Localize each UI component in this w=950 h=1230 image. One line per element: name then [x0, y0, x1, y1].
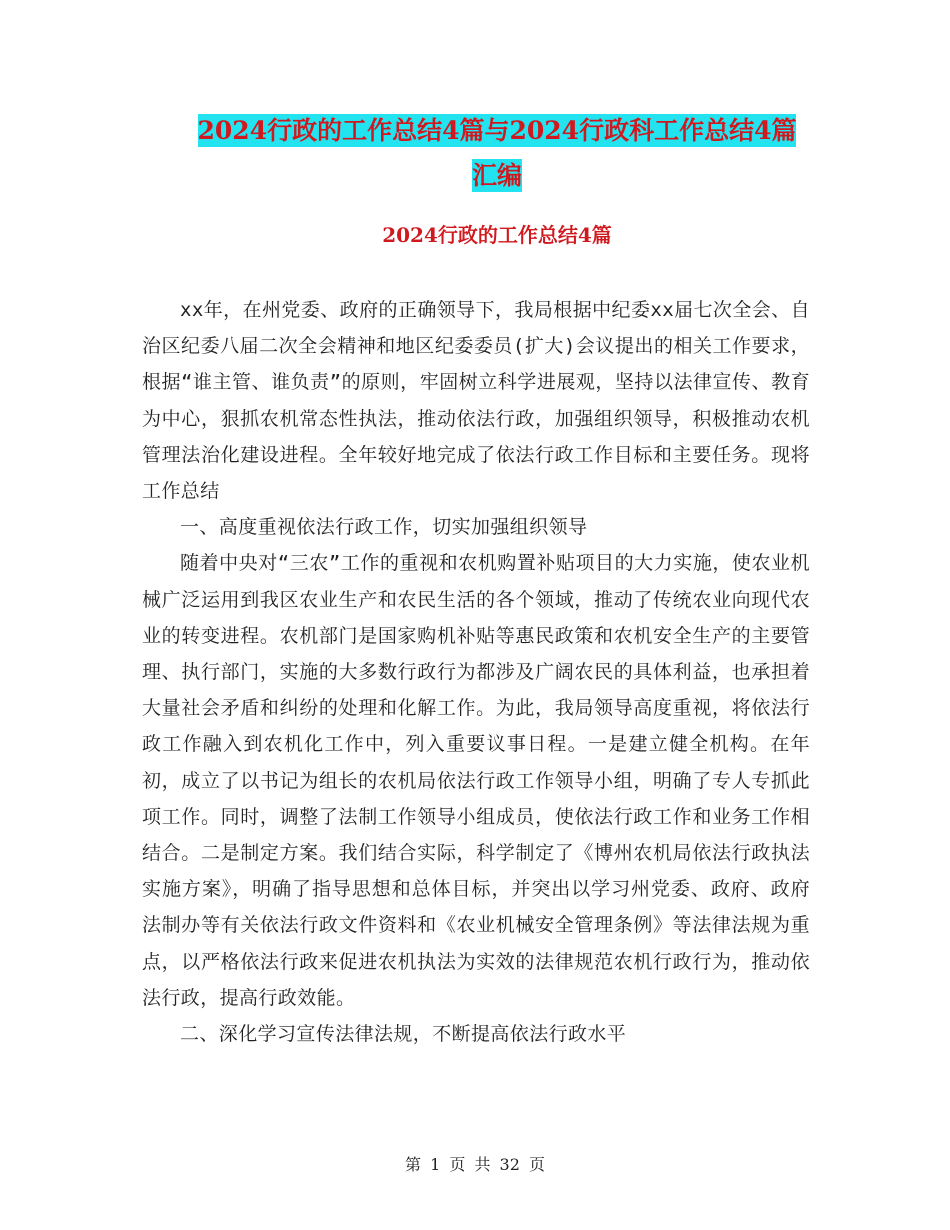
document-title-line2: 汇编 [471, 161, 522, 190]
paragraph-intro: xx年，在州党委、政府的正确领导下，我局根据中纪委xx届七次全会、自治区纪委八届二次全会精神和地区纪委委员(扩大)会议提出的相关工作要求，根据“谁主管、谁负责”的原则，牢固树立科学进展观，坚持以法律宣传、教育为中心，狠抓农机常态性执法，推动依法行政，加强组织领导，积极推动农机管理法治化建设进程。全年较好地完成了依法行政工作目标和主要任务。现将工作总结 [142, 299, 810, 503]
document-title [140, 108, 854, 198]
section-title: 2024行政的工作总结4篇 [382, 223, 612, 247]
paragraph-body-1: 随着中央对“三农”工作的重视和农机购置补贴项目的大力实施，使农业机械广泛运用到我区农业生产和农民生活的各个领域，推动了传统农业向现代农业的转变进程。农机部门是国家购机补贴等惠民政策和农机安全生产的主要管理、执行部门，实施的大多数行政行为都涉及广阔农民的具体利益，也承担着大量社会矛盾和纠纷的处理和化解工作。为此，我局领导高度重视，将依法行政工作融入到农机化工作中，列入重要议事日程。一是建立健全机构。在年初，成立了以书记为组长的农机局依法行政工作领导小组，明确了专人专抓此项工作。同时，调整了法制工作领导小组成员，使依法行政工作和业务工作相结合。二是制定方案。我们结合实际，科学制定了《博州农机局依法行政执法实施方案》，明确了指导思想和总体目标，并突出以学习州党委、政府、政府法制办等有关依法行政文件资料和《农业机械安全管理条例》等法律法规为重点，以严格依法行政来促进农机执法为实效的法律规范农机行政行为，推动依法行政，提高行政效能。 [142, 552, 810, 1009]
body-text [142, 292, 810, 1052]
page-footer: 第 1 页 共 32 页 [405, 1155, 545, 1174]
document-title-line1: 2024行政的工作总结4篇与2024行政科工作总结4篇 [197, 116, 797, 145]
paragraph-heading-1: 一、高度重视依法行政工作，切实加强组织领导 [180, 516, 588, 539]
paragraph-heading-2: 二、深化学习宣传法律法规，不断提高依法行政水平 [180, 1023, 627, 1046]
